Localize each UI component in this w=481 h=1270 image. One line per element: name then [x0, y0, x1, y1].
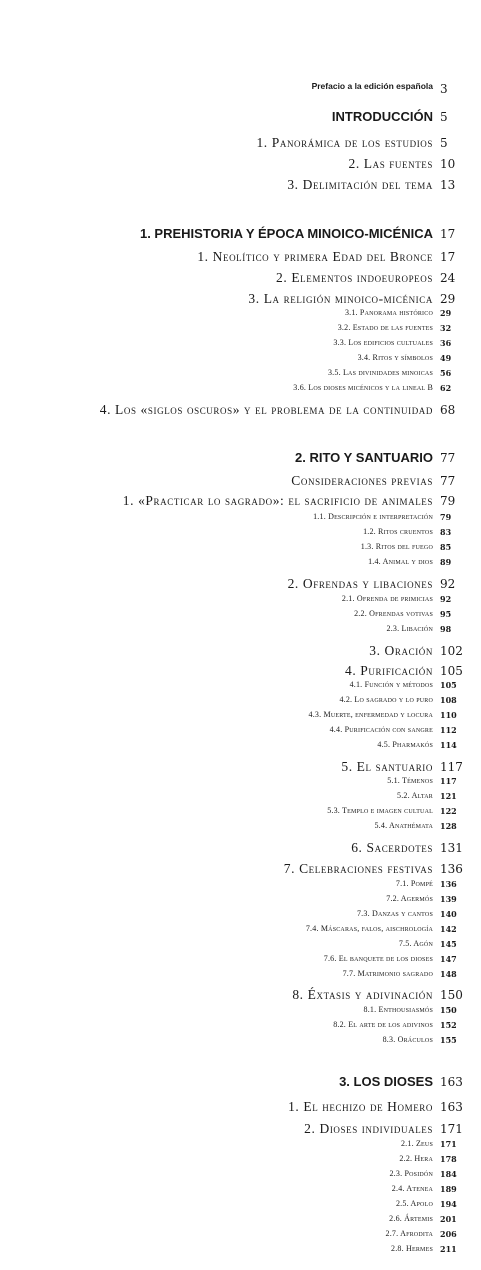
toc-entry-page: 29	[440, 308, 452, 318]
toc-entry-page: 150	[440, 988, 463, 1002]
toc-entry-title: 2.4. Atenea	[391, 1184, 433, 1193]
toc-entry-title: 7.3. Danzas y cantos	[356, 909, 433, 918]
toc-entry-page: 17	[440, 227, 456, 241]
toc-entry-page: 10	[440, 157, 456, 171]
toc-entry-page: 68	[440, 403, 456, 417]
toc-entry-page: 92	[440, 594, 452, 604]
toc-entry-title: 4. Los «siglos oscuros» y el problema de la continuidad	[99, 402, 433, 417]
toc-entry-title: 2.1. Ofrenda de primicias	[341, 594, 433, 603]
toc-entry-title: 7.6. El banquete de los dioses	[323, 954, 433, 963]
toc-entry-title: 3.2. Estado de las fuentes	[337, 323, 433, 332]
toc-entry-page: 211	[440, 1244, 457, 1254]
toc-entry-title: INTRODUCCIÓN	[331, 109, 433, 124]
toc-entry-title: 3.3. Los edificios cultuales	[333, 338, 433, 347]
toc-entry-page: 147	[440, 954, 457, 964]
toc-entry-page: 112	[440, 725, 457, 735]
toc-entry-title: 1. Neolítico y primera Edad del Bronce	[197, 249, 433, 264]
toc-entry-page: 117	[440, 760, 463, 774]
toc-entry-page: 155	[440, 1035, 457, 1045]
toc-entry-page: 145	[440, 939, 457, 949]
toc-entry-title: 3.6. Los dioses micénicos y la lineal B	[293, 383, 433, 392]
toc-entry-page: 77	[440, 474, 456, 488]
toc-entry-page: 128	[440, 821, 457, 831]
toc-entry-page: 121	[440, 791, 457, 801]
toc-entry-title: 2. Las fuentes	[348, 156, 433, 171]
toc-entry-page: 13	[440, 178, 456, 192]
toc-entry-page: 77	[440, 451, 456, 465]
toc-entry-title: 1. El hechizo de Homero	[288, 1099, 433, 1114]
toc-entry-page: 136	[440, 862, 463, 876]
toc-entry-title: 1.2. Ritos cruentos	[363, 527, 433, 536]
toc-entry-title: 1. «Practicar lo sagrado»: el sacrificio de animales	[122, 493, 433, 508]
toc-entry-page: 117	[440, 776, 457, 786]
toc-entry-title: 1.1. Descripción e interpretación	[313, 512, 433, 521]
toc-entry-page: 171	[440, 1122, 463, 1136]
toc-entry-title: 4.4. Purificación con sangre	[329, 725, 433, 734]
toc-entry-title: 5.4. Anathémata	[374, 821, 433, 830]
toc-entry-title: 2.5. Apolo	[395, 1199, 433, 1208]
toc-entry-title: 1.4. Animal y dios	[368, 557, 433, 566]
toc-entry-page: 24	[440, 271, 456, 285]
toc-entry-title: 7.1. Pompé	[395, 879, 433, 888]
toc-entry-title: 5.2. Altar	[397, 791, 433, 800]
toc-entry-title: 2.6. Ártemis	[389, 1214, 433, 1223]
toc-entry-title: 2.7. Afrodita	[385, 1229, 433, 1238]
toc-entry-title: 4. Purificación	[344, 663, 433, 678]
toc-entry-page: 178	[440, 1154, 457, 1164]
toc-entry-page: 142	[440, 924, 457, 934]
toc-entry-title: 3. La religión minoico-micénica	[248, 291, 433, 306]
toc-entry-page: 56	[440, 368, 452, 378]
toc-entry-page: 184	[440, 1169, 457, 1179]
toc-entry-page: 163	[440, 1075, 463, 1089]
toc-entry-page: 3	[440, 82, 448, 96]
toc-entry-page: 79	[440, 494, 456, 508]
toc-entry-title: 4.3. Muerte, enfermedad y locura	[308, 710, 433, 719]
toc-entry-title: 2. Elementos indoeuropeos	[276, 270, 433, 285]
toc-entry-title: 4.2. Lo sagrado y lo puro	[339, 695, 433, 704]
toc-entry-page: 95	[440, 609, 452, 619]
toc-entry-title: 3.5. Las divinidades minoicas	[327, 368, 433, 377]
toc-entry-title: 2.2. Hera	[399, 1154, 433, 1163]
toc-entry-title: 2.3. Libación	[386, 624, 433, 633]
toc-entry-title: 1. PREHISTORIA Y ÉPOCA MINOICO-MICÉNICA	[139, 226, 433, 241]
toc-entry-page: 139	[440, 894, 457, 904]
toc-entry-title: 2. Ofrendas y libaciones	[287, 576, 433, 591]
toc-entry-title: 3.4. Ritos y símbolos	[357, 353, 433, 362]
toc-entry-page: 122	[440, 806, 457, 816]
toc-entry-page: 85	[440, 542, 452, 552]
toc-entry-page: 105	[440, 680, 457, 690]
toc-entry-title: 2. RITO Y SANTUARIO	[295, 450, 433, 465]
toc-entry-page: 189	[440, 1184, 457, 1194]
toc-entry-page: 29	[440, 292, 456, 306]
toc-entry-page: 49	[440, 353, 452, 363]
toc-entry-title: 2.1. Zeus	[400, 1139, 433, 1148]
toc-entry-page: 194	[440, 1199, 457, 1209]
toc-entry-title: 3. Delimitación del tema	[287, 177, 433, 192]
toc-entry-page: 108	[440, 695, 457, 705]
toc-entry-page: 110	[440, 710, 457, 720]
toc-entry-title: 3.1. Panorama histórico	[344, 308, 433, 317]
toc-entry-title: 8.1. Enthousiasmós	[363, 1005, 433, 1014]
toc-entry-page: 83	[440, 527, 452, 537]
toc-entry-title: 4.1. Función y métodos	[349, 680, 433, 689]
toc-entry-title: 3. LOS DIOSES	[339, 1074, 433, 1089]
toc-entry-page: 171	[440, 1139, 457, 1149]
toc-entry-page: 114	[440, 740, 457, 750]
toc-entry-title: Consideraciones previas	[291, 473, 433, 488]
toc-entry-page: 102	[440, 644, 463, 658]
toc-entry-title: 7.2. Agermós	[386, 894, 433, 903]
toc-entry-title: 2.3. Posidón	[389, 1169, 433, 1178]
toc-entry-page: 136	[440, 879, 457, 889]
toc-entry-title: 5.3. Templo e imagen cultual	[327, 806, 433, 815]
toc-entry-title: Prefacio a la edición española	[311, 81, 433, 91]
toc-entry-page: 92	[440, 577, 456, 591]
toc-entry-title: 2.2. Ofrendas votivas	[354, 609, 433, 618]
toc-entry-title: 5.1. Témenos	[387, 776, 433, 785]
toc-entry-page: 152	[440, 1020, 457, 1030]
toc-entry-page: 17	[440, 250, 456, 264]
toc-entry-title: 4.5. Pharmakós	[377, 740, 433, 749]
toc-entry-title: 1. Panorámica de los estudios	[256, 135, 433, 150]
toc-entry-page: 201	[440, 1214, 457, 1224]
toc-entry-page: 32	[440, 323, 452, 333]
toc-entry-title: 2. Dioses individuales	[304, 1121, 433, 1136]
toc-entry-page: 5	[440, 110, 448, 124]
toc-entry-title: 6. Sacerdotes	[351, 840, 433, 855]
toc-entry-title: 8. Éxtasis y adivinación	[292, 987, 433, 1002]
toc-entry-page: 140	[440, 909, 457, 919]
toc-entry-page: 150	[440, 1005, 457, 1015]
toc-entry-page: 148	[440, 969, 457, 979]
toc-entry-title: 7.4. Máscaras, falos, aischrología	[305, 924, 433, 933]
toc-entry-title: 7.5. Agón	[398, 939, 433, 948]
toc-entry-title: 8.2. El arte de los adivinos	[333, 1020, 433, 1029]
toc-entry-page: 131	[440, 841, 463, 855]
toc-entry-page: 5	[440, 136, 448, 150]
toc-entry-page: 105	[440, 664, 463, 678]
toc-entry-title: 3. Oración	[369, 643, 433, 658]
toc-entry-page: 163	[440, 1100, 463, 1114]
toc-entry-title: 1.3. Ritos del fuego	[360, 542, 433, 551]
toc-entry-page: 36	[440, 338, 452, 348]
toc-entry-title: 8.3. Oráculos	[382, 1035, 433, 1044]
toc-entry-page: 206	[440, 1229, 457, 1239]
toc-entry-title: 2.8. Hermes	[391, 1244, 433, 1253]
toc-entry-page: 89	[440, 557, 452, 567]
toc-entry-page: 62	[440, 383, 452, 393]
toc-entry-title: 7. Celebraciones festivas	[283, 861, 433, 876]
toc-entry-title: 7.7. Matrimonio sagrado	[342, 969, 433, 978]
toc-entry-page: 79	[440, 512, 452, 522]
toc-entry-title: 5. El santuario	[341, 759, 433, 774]
toc-entry-page: 98	[440, 624, 452, 634]
